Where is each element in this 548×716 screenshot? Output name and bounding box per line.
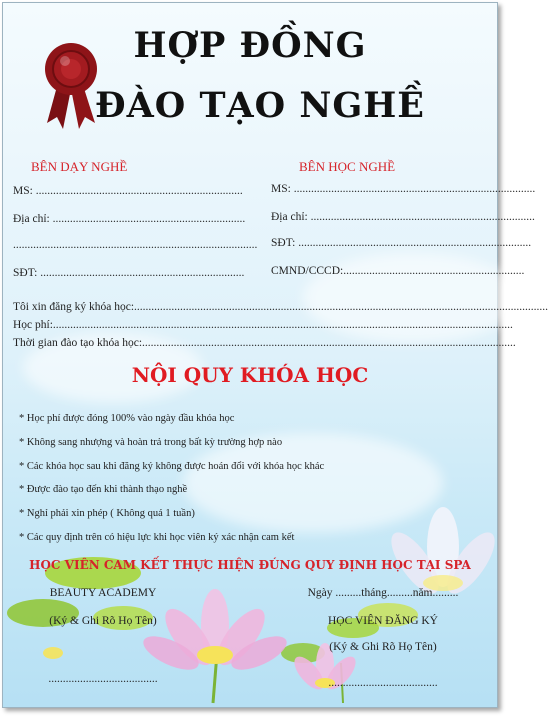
- contract-title-line2: ĐÀO TẠO NGHỀ: [95, 85, 425, 126]
- student-signature-note: (Ký & Ghi Rõ Họ Tên): [329, 641, 437, 653]
- rule-item: * Không sang nhượng và hoàn trả trong bất kỳ trường hợp nào: [19, 437, 283, 448]
- rules-title: NỘI QUY KHÓA HỌC: [131, 363, 369, 387]
- course-registration-field[interactable]: Tôi xin đăng ký khóa học:................................................................................................................................................: [13, 301, 548, 313]
- teacher-signature-name: BEAUTY ACADEMY: [49, 587, 157, 599]
- training-duration-field[interactable]: Thời gian đào tạo khóa học:..................................................................................................................................: [13, 337, 516, 349]
- sign-date-field[interactable]: Ngày .........tháng.........năm.........: [307, 587, 459, 599]
- commitment-banner: HỌC VIÊN CAM KẾT THỰC HIỆN ĐÚNG QUY ĐỊNH HỌC TẠI SPA: [29, 558, 471, 572]
- teacher-signature-note: (Ký & Ghi Rõ Họ Tên): [49, 615, 157, 627]
- tuition-fee-field[interactable]: Học phí:................................................................................................................................................................: [13, 319, 513, 331]
- rule-item: * Các khóa học sau khi đăng ký không được hoán đổi với khóa học khác: [19, 461, 325, 472]
- student-phone-field[interactable]: SĐT: .................................................................................: [271, 237, 532, 249]
- teacher-address-field[interactable]: Địa chỉ: ...................................................................: [13, 213, 246, 225]
- rule-item: * Được đào tạo đến khi thành thạo nghề: [19, 484, 188, 495]
- student-ms-field[interactable]: MS: ....................................................................................: [271, 183, 536, 195]
- rule-item: * Nghỉ phải xin phép ( Không quá 1 tuần): [19, 508, 195, 519]
- contract-page: [2, 2, 548, 708]
- teacher-ms-field[interactable]: MS: ........................................................................: [13, 185, 243, 197]
- student-party-heading: BÊN HỌC NGHỀ: [299, 159, 396, 174]
- teacher-party-heading: BÊN DẠY NGHỀ: [31, 159, 128, 174]
- rule-item: * Các quy định trên có hiệu lực khi học viên ký xác nhận cam kết: [19, 532, 295, 543]
- teacher-address-field-2[interactable]: .....................................................................................: [13, 239, 258, 251]
- teacher-signature-line[interactable]: ......................................: [48, 673, 158, 685]
- student-id-card-field[interactable]: CMND/CCCD:...............................................................: [271, 265, 525, 277]
- student-address-field[interactable]: Địa chỉ: ..............................................................................: [271, 211, 535, 223]
- student-signature-name: HỌC VIÊN ĐĂNG KÝ: [328, 615, 438, 627]
- teacher-phone-field[interactable]: SĐT: .......................................................................: [13, 267, 245, 279]
- student-signature-line[interactable]: ......................................: [328, 677, 438, 689]
- rule-item: * Học phí được đóng 100% vào ngày đầu khóa học: [19, 413, 235, 424]
- contract-title-line1: HỢP ĐỒNG: [133, 25, 367, 66]
